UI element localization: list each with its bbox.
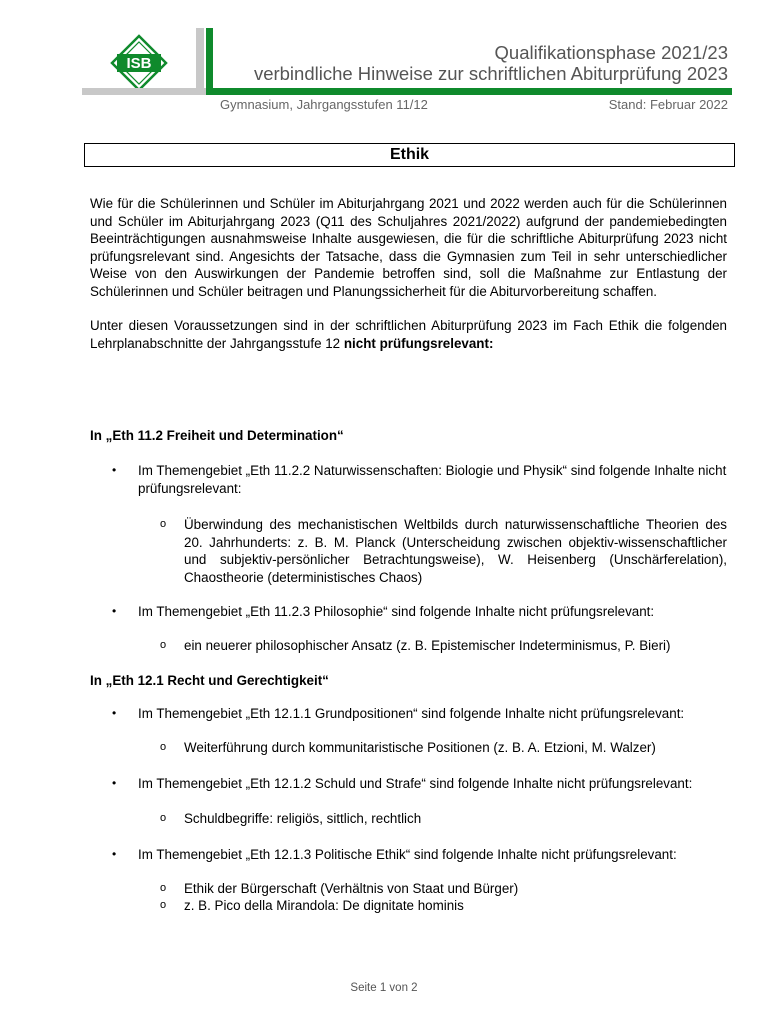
- intro: [90, 195, 727, 352]
- list-item: [112, 846, 727, 864]
- sub-list-item-text: Schuldbegriffe: religiös, sittlich, rechtlich: [184, 811, 422, 826]
- bullet-icon: •: [112, 604, 117, 618]
- sub-list-item-text: Ethik der Bürgerschaft (Verhältnis von Staat und Bürger): [184, 881, 519, 896]
- page-number: Seite 1 von 2: [350, 982, 418, 994]
- header-title-line2: verbindliche Hinweise zur schriftlichen Abiturprüfung 2023: [253, 63, 728, 84]
- header-title: [254, 42, 728, 84]
- list-item: [112, 775, 727, 793]
- intro-paragraph-2-text: Unter diesen Voraussetzungen sind in der schriftlichen Abiturprüfung 2023 im Fach Ethik die folgenden Lehrplanabschnitte der Jahrgangsstufe 12: [90, 318, 727, 351]
- sub-list-item: [160, 880, 727, 898]
- header-title-line1: Qualifikationsphase 2021/23: [494, 42, 728, 63]
- sub-list-item-text: Überwindung des mechanistischen Weltbilds durch naturwissenschaftliche Theorien des 20. Jahrhunderts: z. B. M. Planck (Unterscheidung zwischen objektiv-wissenschaftlicher und subjektiv-persönlicher Betrachtungsweise), W. Heisenberg (Unschärferelation), Chaostheorie (deterministisches Chaos): [184, 517, 727, 585]
- bullet-icon: •: [112, 847, 117, 861]
- circle-bullet-icon: o: [160, 899, 167, 911]
- logo-text: ISB: [126, 55, 152, 72]
- intro-paragraph-1: Wie für die Schülerinnen und Schüler im Abiturjahrgang 2021 und 2022 werden auch für die Schülerinnen und Schüler im Abiturjahrgang 2023 (Q11 des Schuljahres 2021/2022) aufgrund der pandemiebedingten Beeinträchtigungen ausnahmsweise Inhalte ausgewiesen, die für die schriftliche Abiturprüfung 2023 nicht prüfungsrelevant sind. Angesichts der Tatsache, dass die Gymnasien zum Teil in sehr unterschiedlicher Weise von den Auswirkungen der Pandemie betroffen sind, soll die Maßnahme zur Entlastung der Schülerinnen und Schüler beitragen und Planungssicherheit für die Abiturvorbereitung schaffen.: [90, 196, 727, 299]
- sub-list-item-text: z. B. Pico della Mirandola: De dignitate hominis: [184, 898, 464, 913]
- intro-paragraph-2: [90, 317, 727, 352]
- circle-bullet-icon: o: [160, 882, 167, 894]
- list-item-text: Im Themengebiet „Eth 12.1.1 Grundpositionen“ sind folgende Inhalte nicht prüfungsrelevant:: [138, 706, 685, 721]
- circle-bullet-icon: o: [160, 518, 167, 530]
- subject-title: Ethik: [84, 143, 735, 167]
- header-bar-gray-horizontal: [82, 88, 206, 95]
- header-bar-green-vertical: [206, 28, 213, 94]
- sub-list-item: [160, 637, 727, 655]
- circle-bullet-icon: o: [160, 812, 167, 824]
- bullet-icon: •: [112, 706, 117, 720]
- bullet-icon: •: [112, 463, 117, 477]
- section-heading-1: In „Eth 11.2 Freiheit und Determination“: [90, 428, 344, 443]
- circle-bullet-icon: o: [160, 639, 167, 651]
- list-item-text: Im Themengebiet „Eth 11.2.2 Naturwissenschaften: Biologie und Physik“ sind folgende Inhalte nicht prüfungsrelevant:: [138, 463, 727, 496]
- sub-list-item-text: ein neuerer philosophischer Ansatz (z. B. Epistemischer Indeterminismus, P. Bieri): [184, 638, 671, 653]
- bullet-icon: •: [112, 776, 117, 790]
- sub-list-item: [160, 810, 727, 828]
- school-info: Gymnasium, Jahrgangsstufen 11/12: [220, 97, 428, 112]
- isb-logo: [110, 34, 168, 92]
- list-item-text: Im Themengebiet „Eth 12.1.2 Schuld und Strafe“ sind folgende Inhalte nicht prüfungsrelevant:: [138, 776, 693, 791]
- list-item: [112, 705, 727, 723]
- intro-paragraph-2-bold: nicht prüfungsrelevant:: [343, 335, 494, 351]
- sub-list-item: [160, 739, 727, 757]
- list-item: [112, 603, 727, 621]
- sub-list-item: [160, 516, 727, 586]
- header-bar-gray-vertical: [196, 28, 204, 94]
- circle-bullet-icon: o: [160, 741, 167, 753]
- header-bar-green-horizontal: [206, 88, 732, 95]
- sub-list-item-text: Weiterführung durch kommunitaristische Positionen (z. B. A. Etzioni, M. Walzer): [184, 740, 656, 755]
- list-item-text: Im Themengebiet „Eth 11.2.3 Philosophie“ sind folgende Inhalte nicht prüfungsrelevant:: [138, 604, 655, 619]
- list-item-text: Im Themengebiet „Eth 12.1.3 Politische Ethik“ sind folgende Inhalte nicht prüfungsrelevant:: [138, 847, 677, 862]
- status-date: Stand: Februar 2022: [608, 97, 728, 112]
- list-item: [112, 462, 727, 497]
- section-heading-2: In „Eth 12.1 Recht und Gerechtigkeit“: [90, 673, 329, 688]
- sub-list-item: [160, 897, 727, 915]
